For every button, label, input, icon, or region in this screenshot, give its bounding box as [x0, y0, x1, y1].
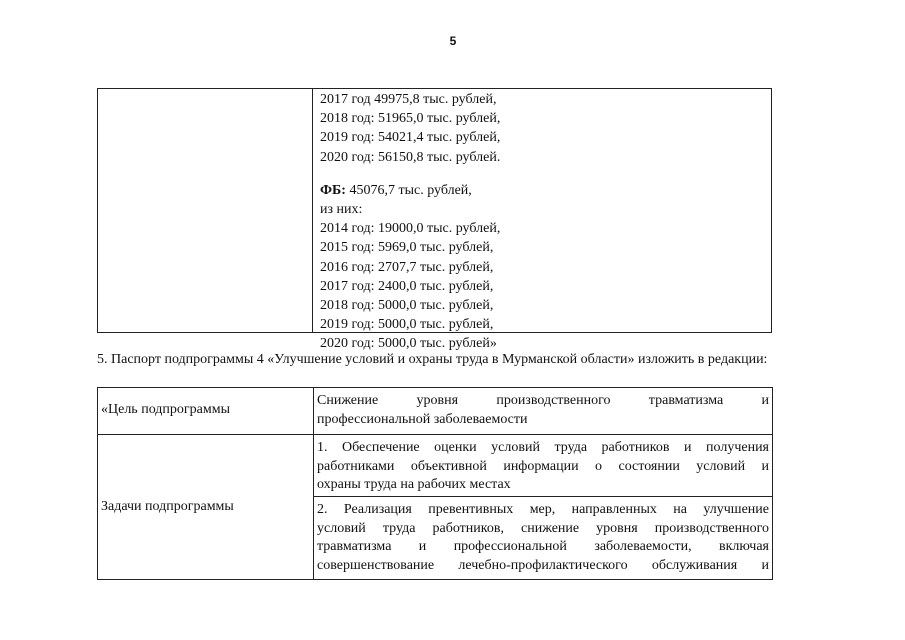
task-2-line: 2. Реализация превентивных мер, направленных на улучшение — [317, 502, 769, 517]
funding-line: из них: — [320, 201, 363, 217]
funding-table — [97, 88, 772, 352]
task-2-line: травматизма и профессиональной заболеваемости, включая — [317, 539, 769, 554]
funding-line: 2020 год: 56150,8 тыс. рублей. — [320, 149, 501, 165]
goal-text — [317, 392, 769, 429]
task-1-text — [317, 439, 769, 495]
funding-line: 2016 год: 2707,7 тыс. рублей, — [320, 259, 494, 275]
task-2-line: совершенствование лечебно-профилактического обслуживания и — [317, 557, 769, 573]
table-row-divider — [313, 496, 772, 497]
goal-line: профессиональной заболеваемости — [317, 411, 528, 427]
funding-line: 2014 год: 19000,0 тыс. рублей, — [320, 221, 501, 237]
task-1-line: 1. Обеспечение оценки условий труда работников и получения — [317, 440, 769, 455]
amendment-paragraph: 5. Паспорт подпрограммы 4 «Улучшение условий и охраны труда в Мурманской области» изложить в редакции: — [97, 352, 768, 367]
funding-line: 2019 год: 5000,0 тыс. рублей, — [320, 317, 494, 333]
funding-line: 2017 год: 2400,0 тыс. рублей, — [320, 278, 494, 294]
table-row-divider — [98, 434, 772, 435]
task-2-line: условий труда работников, снижение уровня производственного — [317, 520, 769, 536]
goal-line: Снижение уровня производственного травматизма и — [317, 393, 769, 408]
task-1-line: охраны труда на рабочих местах — [317, 477, 511, 492]
funding-line: 2020 год: 5000,0 тыс. рублей» — [320, 336, 497, 352]
task-1-line: работниками объективной информации о состоянии условий и — [317, 458, 769, 474]
funding-line: 2019 год: 54021,4 тыс. рублей, — [320, 130, 501, 146]
funding-line: 2018 год: 5000,0 тыс. рублей, — [320, 297, 494, 313]
passport-table — [97, 387, 773, 580]
page-number: 5 — [449, 34, 457, 48]
fb-total: 45076,7 тыс. рублей, — [345, 182, 472, 198]
funding-line: 2015 год: 5969,0 тыс. рублей, — [320, 240, 494, 256]
fb-label: ФБ: — [320, 182, 346, 198]
task-2-text — [317, 501, 769, 575]
funding-spacer — [320, 167, 500, 181]
table-column-divider — [313, 388, 314, 579]
funding-line: 2018 год: 51965,0 тыс. рублей, — [320, 111, 501, 127]
funding-cell — [320, 90, 500, 353]
goal-label: «Цель подпрограммы — [101, 402, 230, 417]
fb-total-line — [320, 181, 500, 200]
tasks-label: Задачи подпрограммы — [101, 499, 234, 514]
funding-line: 2017 год 49975,8 тыс. рублей, — [320, 92, 497, 107]
table-column-divider — [312, 89, 313, 332]
